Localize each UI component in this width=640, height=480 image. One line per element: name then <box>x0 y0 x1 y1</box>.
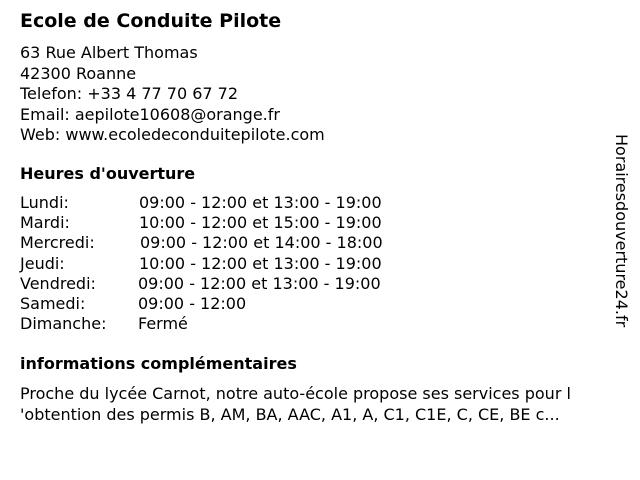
day-label: Vendredi: <box>20 273 96 293</box>
website-address: Web: www.ecoledeconduitepilote.com <box>20 125 325 144</box>
additional-info-heading: informations complémentaires <box>20 354 297 373</box>
email-address: Email: aepilote10608@orange.fr <box>20 104 280 124</box>
day-hours: 10:00 - 12:00 et 13:00 - 19:00 <box>139 253 382 273</box>
business-name: Ecole de Conduite Pilote <box>20 10 282 32</box>
day-hours: 09:00 - 12:00 et 14:00 - 18:00 <box>140 233 383 253</box>
day-label: Jeudi: <box>20 253 65 273</box>
day-label: Dimanche: <box>20 314 107 334</box>
day-hours: 09:00 - 12:00 et 13:00 - 19:00 <box>138 273 381 293</box>
opening-hours-heading: Heures d'ouverture <box>20 164 196 183</box>
contact-block <box>20 43 325 146</box>
day-label: Mardi: <box>20 213 70 233</box>
day-hours: 09:00 - 12:00 et 13:00 - 19:00 <box>139 193 382 212</box>
additional-info-text <box>20 384 625 425</box>
day-label: Samedi: <box>20 293 86 313</box>
day-label: Lundi: <box>20 193 69 212</box>
address-line-street: 63 Rue Albert Thomas <box>20 43 198 62</box>
site-watermark: Horairesdouverture24.fr <box>612 134 631 328</box>
day-hours: 09:00 - 12:00 <box>138 293 247 313</box>
address-line-city: 42300 Roanne <box>20 63 137 83</box>
day-label: Mercredi: <box>20 233 95 253</box>
phone-number: Telefon: +33 4 77 70 67 72 <box>20 84 239 103</box>
day-hours: 10:00 - 12:00 et 15:00 - 19:00 <box>139 213 382 233</box>
day-hours: Fermé <box>138 314 188 334</box>
info-text-line: 'obtention des permis B, AM, BA, AAC, A1, A, C1, C1E, C, CE, BE c... <box>20 404 560 424</box>
info-text-line: Proche du lycée Carnot, notre auto-école propose ses services pour l <box>20 384 571 403</box>
